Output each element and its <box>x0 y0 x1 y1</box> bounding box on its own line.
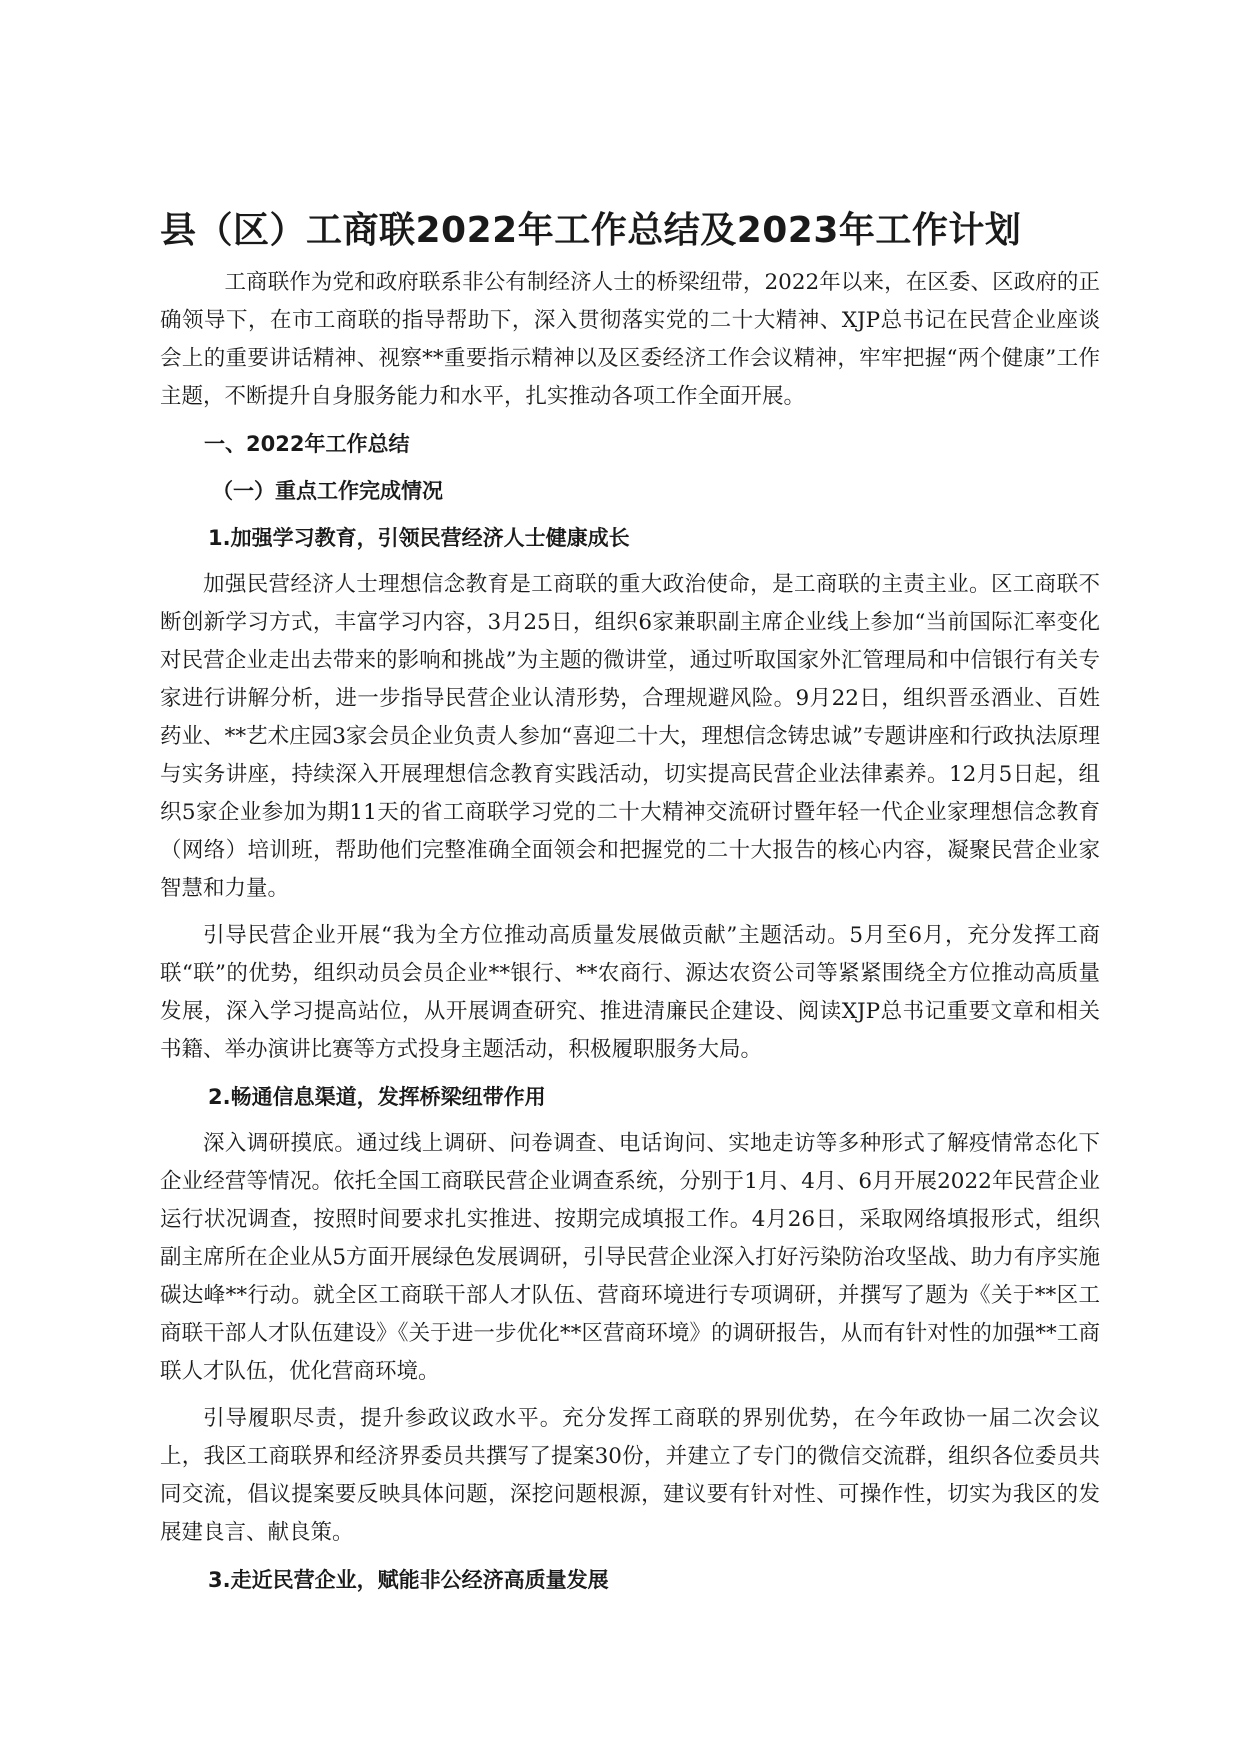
document-body <box>160 264 1100 1608</box>
paragraph: 引导民营企业开展“我为全方位推动高质量发展做贡献”主题活动。5月至6月，充分发挥工商联“联”的优势，组织动员会员企业**银行、**农商行、源达农资公司等紧紧围绕全方位推动高质量发展，深入学习提高站位，从开展调查研究、推进清廉民企建设、阅读XJP总书记重要文章和相关书籍、举办演讲比赛等方式投身主题活动，积极履职服务大局。 <box>160 923 1100 1062</box>
paragraph: 深入调研摸底。通过线上调研、问卷调查、电话询问、实地走访等多种形式了解疫情常态化下企业经营等情况。依托全国工商联民营企业调查系统，分别于1月、4月、6月开展2022年民营企业运行状况调查，按照时间要求扎实推进、按期完成填报工作。4月26日，采取网络填报形式，组织副主席所在企业从5方面开展绿色发展调研，引导民营企业深入打好污染防治攻坚战、助力有序实施碳达峰**行动。就全区工商联干部人才队伍、营商环境进行专项调研，并撰写了题为《关于**区工商联干部人才队伍建设》《关于进一步优化**区营商环境》的调研报告，从而有针对性的加强**工商联人才队伍，优化营商环境。 <box>160 1131 1100 1384</box>
paragraph: 引导履职尽责，提升参政议政水平。充分发挥工商联的界别优势，在今年政协一届二次会议上，我区工商联界和经济界委员共撰写了提案30份，并建立了专门的微信交流群，组织各位委员共同交流，倡议提案要反映具体问题，深挖问题根源，建议要有针对性、可操作性，切实为我区的发展建良言、献良策。 <box>160 1406 1100 1545</box>
document-title: 县（区）工商联2022年工作总结及2023年工作计划 <box>160 210 1022 251</box>
paragraph: 加强民营经济人士理想信念教育是工商联的重大政治使命，是工商联的主责主业。区工商联不断创新学习方式，丰富学习内容，3月25日，组织6家兼职副主席企业线上参加“当前国际汇率变化对民营企业走出去带来的影响和挑战”为主题的微讲堂，通过听取国家外汇管理局和中信银行有关专家进行讲解分析，进一步指导民营企业认清形势，合理规避风险。9月22日，组织晋丞酒业、百姓药业、**艺术庄园3家会员企业负责人参加“喜迎二十大，理想信念铸忠诚”专题讲座和行政执法原理与实务讲座，持续深入开展理想信念教育实践活动，切实提高民营企业法律素养。12月5日起，组织5家企业参加为期11天的省工商联学习党的二十大精神交流研讨暨年轻一代企业家理想信念教育（网络）培训班，帮助他们完整准确全面领会和把握党的二十大报告的核心内容，凝聚民营企业家智慧和力量。 <box>160 572 1100 901</box>
item-heading-information-channels: 2.畅通信息渠道，发挥桥梁纽带作用 <box>208 1085 546 1109</box>
section-heading-2022-summary: 一、2022年工作总结 <box>204 432 410 456</box>
subsection-heading-key-work: （一）重点工作完成情况 <box>212 479 443 503</box>
item-heading-private-enterprises: 3.走近民营企业，赋能非公经济高质量发展 <box>208 1568 609 1592</box>
item-heading-study-education: 1.加强学习教育，引领民营经济人士健康成长 <box>208 526 630 550</box>
intro-paragraph: 工商联作为党和政府联系非公有制经济人士的桥梁纽带，2022年以来，在区委、区政府的正确领导下，在市工商联的指导帮助下，深入贯彻落实党的二十大精神、XJP总书记在民营企业座谈会上的重要讲话精神、视察**重要指示精神以及区委经济工作会议精神，牢牢把握“两个健康”工作主题，不断提升自身服务能力和水平，扎实推动各项工作全面开展。 <box>160 270 1100 409</box>
